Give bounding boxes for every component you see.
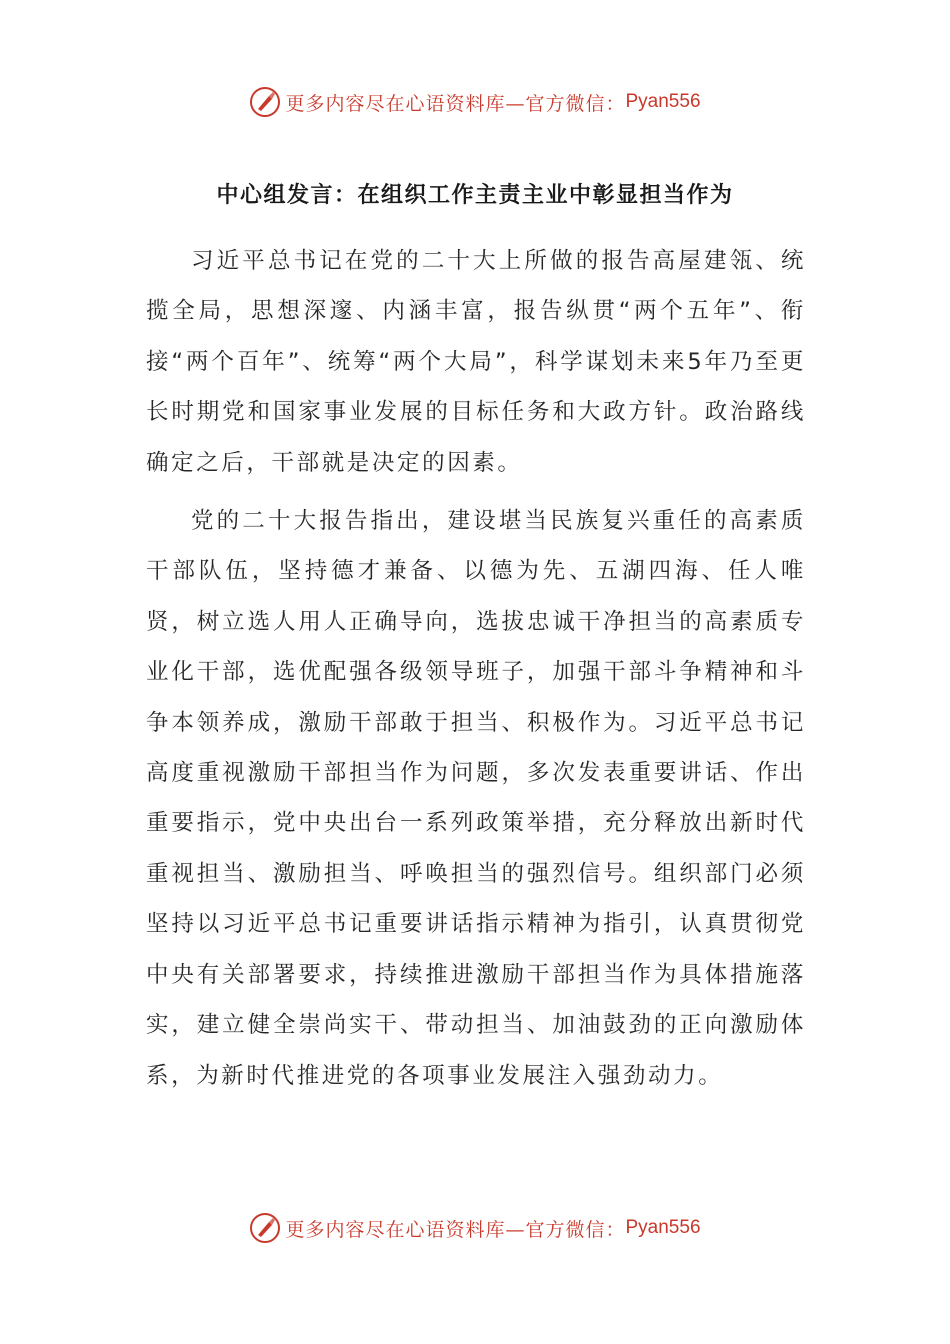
header-banner — [0, 86, 950, 118]
banner-text: 更多内容尽在心语资料库—官方微信： — [285, 1218, 626, 1241]
pen-nib-logo-icon — [249, 1212, 281, 1244]
wechat-id: Pyan556 — [625, 91, 701, 112]
document-body — [146, 236, 806, 1109]
wechat-id: Pyan556 — [625, 1217, 701, 1238]
paragraph-1: 习近平总书记在党的二十大上所做的报告高屋建瓴、统揽全局，思想深邃、内涵丰富，报告纵贯“两个五年”、衔接“两个百年”、统筹“两个大局”，科学谋划未来5年乃至更长时期党和国家事业发展的目标任务和大政方针。政治路线确定之后，干部就是决定的因素。 — [146, 248, 806, 476]
pen-nib-logo-icon — [249, 86, 281, 118]
paragraph-2: 党的二十大报告指出，建设堪当民族复兴重任的高素质干部队伍，坚持德才兼备、以德为先、五湖四海、任人唯贤，树立选人用人正确导向，选拔忠诚干净担当的高素质专业化干部，选优配强各级领导班子，加强干部斗争精神和斗争本领养成，激励干部敢于担当、积极作为。习近平总书记高度重视激励干部担当作为问题，多次发表重要讲话、作出重要指示，党中央出台一系列政策举措，充分释放出新时代重视担当、激励担当、呼唤担当的强烈信号。组织部门必须坚持以习近平总书记重要讲话指示精神为指引，认真贯彻党中央有关部署要求，持续推进激励干部担当作为具体措施落实，建立健全崇尚实干、带动担当、加油鼓劲的正向激励体系，为新时代推进党的各项事业发展注入强劲动力。 — [146, 508, 806, 1089]
footer-banner — [0, 1212, 950, 1244]
banner-text: 更多内容尽在心语资料库—官方微信： — [285, 92, 626, 115]
document-title: 中心组发言：在组织工作主责主业中彰显担当作为 — [216, 183, 734, 208]
